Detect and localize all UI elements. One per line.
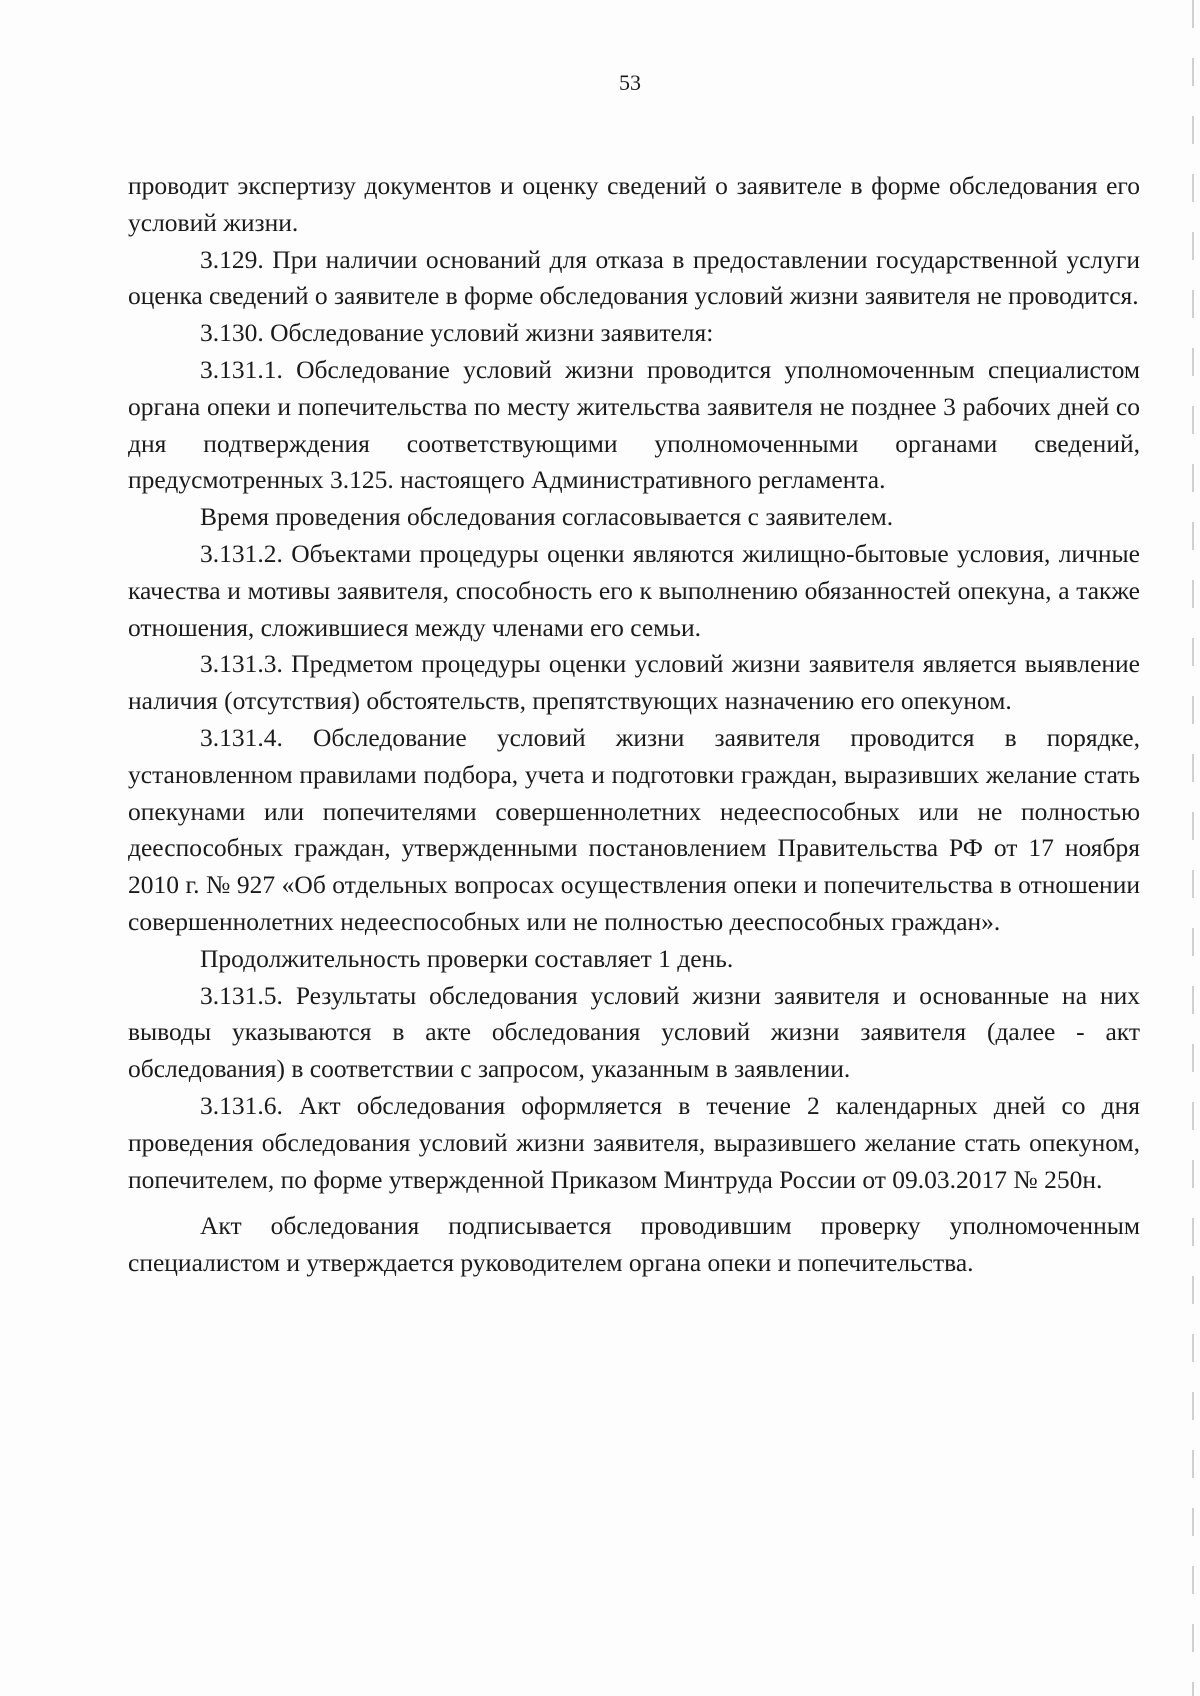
paragraph-3-131-6: 3.131.6. Акт обследования оформляется в течение 2 календарных дней со дня проведения обследования условий жизни заявителя, выразившего желание стать опекуном, попечителем, по форме утвержденной Приказом Минтруда России от 09.03.2017 № 250н. [128,1090,1140,1194]
document-body [128,168,1140,1282]
paragraph-duration: Продолжительность проверки составляет 1 день. [200,943,734,973]
paragraph-3-131-5: 3.131.5. Результаты обследования условий жизни заявителя и основанные на них выводы указываются в акте обследования условий жизни заявителя (далее - акт обследования) в соответствии с запросом, указанным в заявлении. [128,980,1140,1084]
paragraph-act-signing: Акт обследования подписывается проводившим проверку уполномоченным специалистом и утверждается руководителем органа опеки и попечительства. [128,1211,1140,1278]
paragraph-3-131-2: 3.131.2. Объектами процедуры оценки являются жилищно-бытовые условия, личные качества и мотивы заявителя, способность его к выполнению обязанностей опекуна, а также отношения, сложившиеся между членами его семьи. [128,538,1140,642]
page-number: 53 [619,70,641,95]
scan-edge-line [1192,0,1194,1696]
paragraph-time-agreement: Время проведения обследования согласовывается с заявителем. [200,502,894,532]
paragraph-3-129: 3.129. При наличии оснований для отказа в предоставлении государственной услуги оценка сведений о заявителе в форме обследования условий жизни заявителя не проводится. [128,244,1140,311]
paragraph-3-131-4: 3.131.4. Обследование условий жизни заявителя проводится в порядке, установленном правилами подбора, учета и подготовки граждан, выразивших желание стать опекунами или попечителями совершеннолетних недееспособных или не полностью дееспособных граждан, утвержденными постановлением Правительства РФ от 17 ноября 2010 г. № 927 «Об отдельных вопросах осуществления опеки и попечительства в отношении совершеннолетних недееспособных или не полностью дееспособных граждан». [128,722,1140,936]
paragraph-3-131-3: 3.131.3. Предметом процедуры оценки условий жизни заявителя является выявление наличия (отсутствия) обстоятельств, препятствующих назначению его опекуном. [128,649,1140,716]
paragraph-3-131-1: 3.131.1. Обследование условий жизни проводится уполномоченным специалистом органа опеки и попечительства по месту жительства заявителя не позднее 3 рабочих дней со дня подтверждения соответствующими уполномоченными органами сведений, предусмотренных 3.125. настоящего Административного регламента. [128,354,1140,495]
paragraph-3-130: 3.130. Обследование условий жизни заявителя: [200,318,714,348]
paragraph-continuation: проводит экспертизу документов и оценку сведений о заявителе в форме обследования его условий жизни. [128,171,1140,237]
